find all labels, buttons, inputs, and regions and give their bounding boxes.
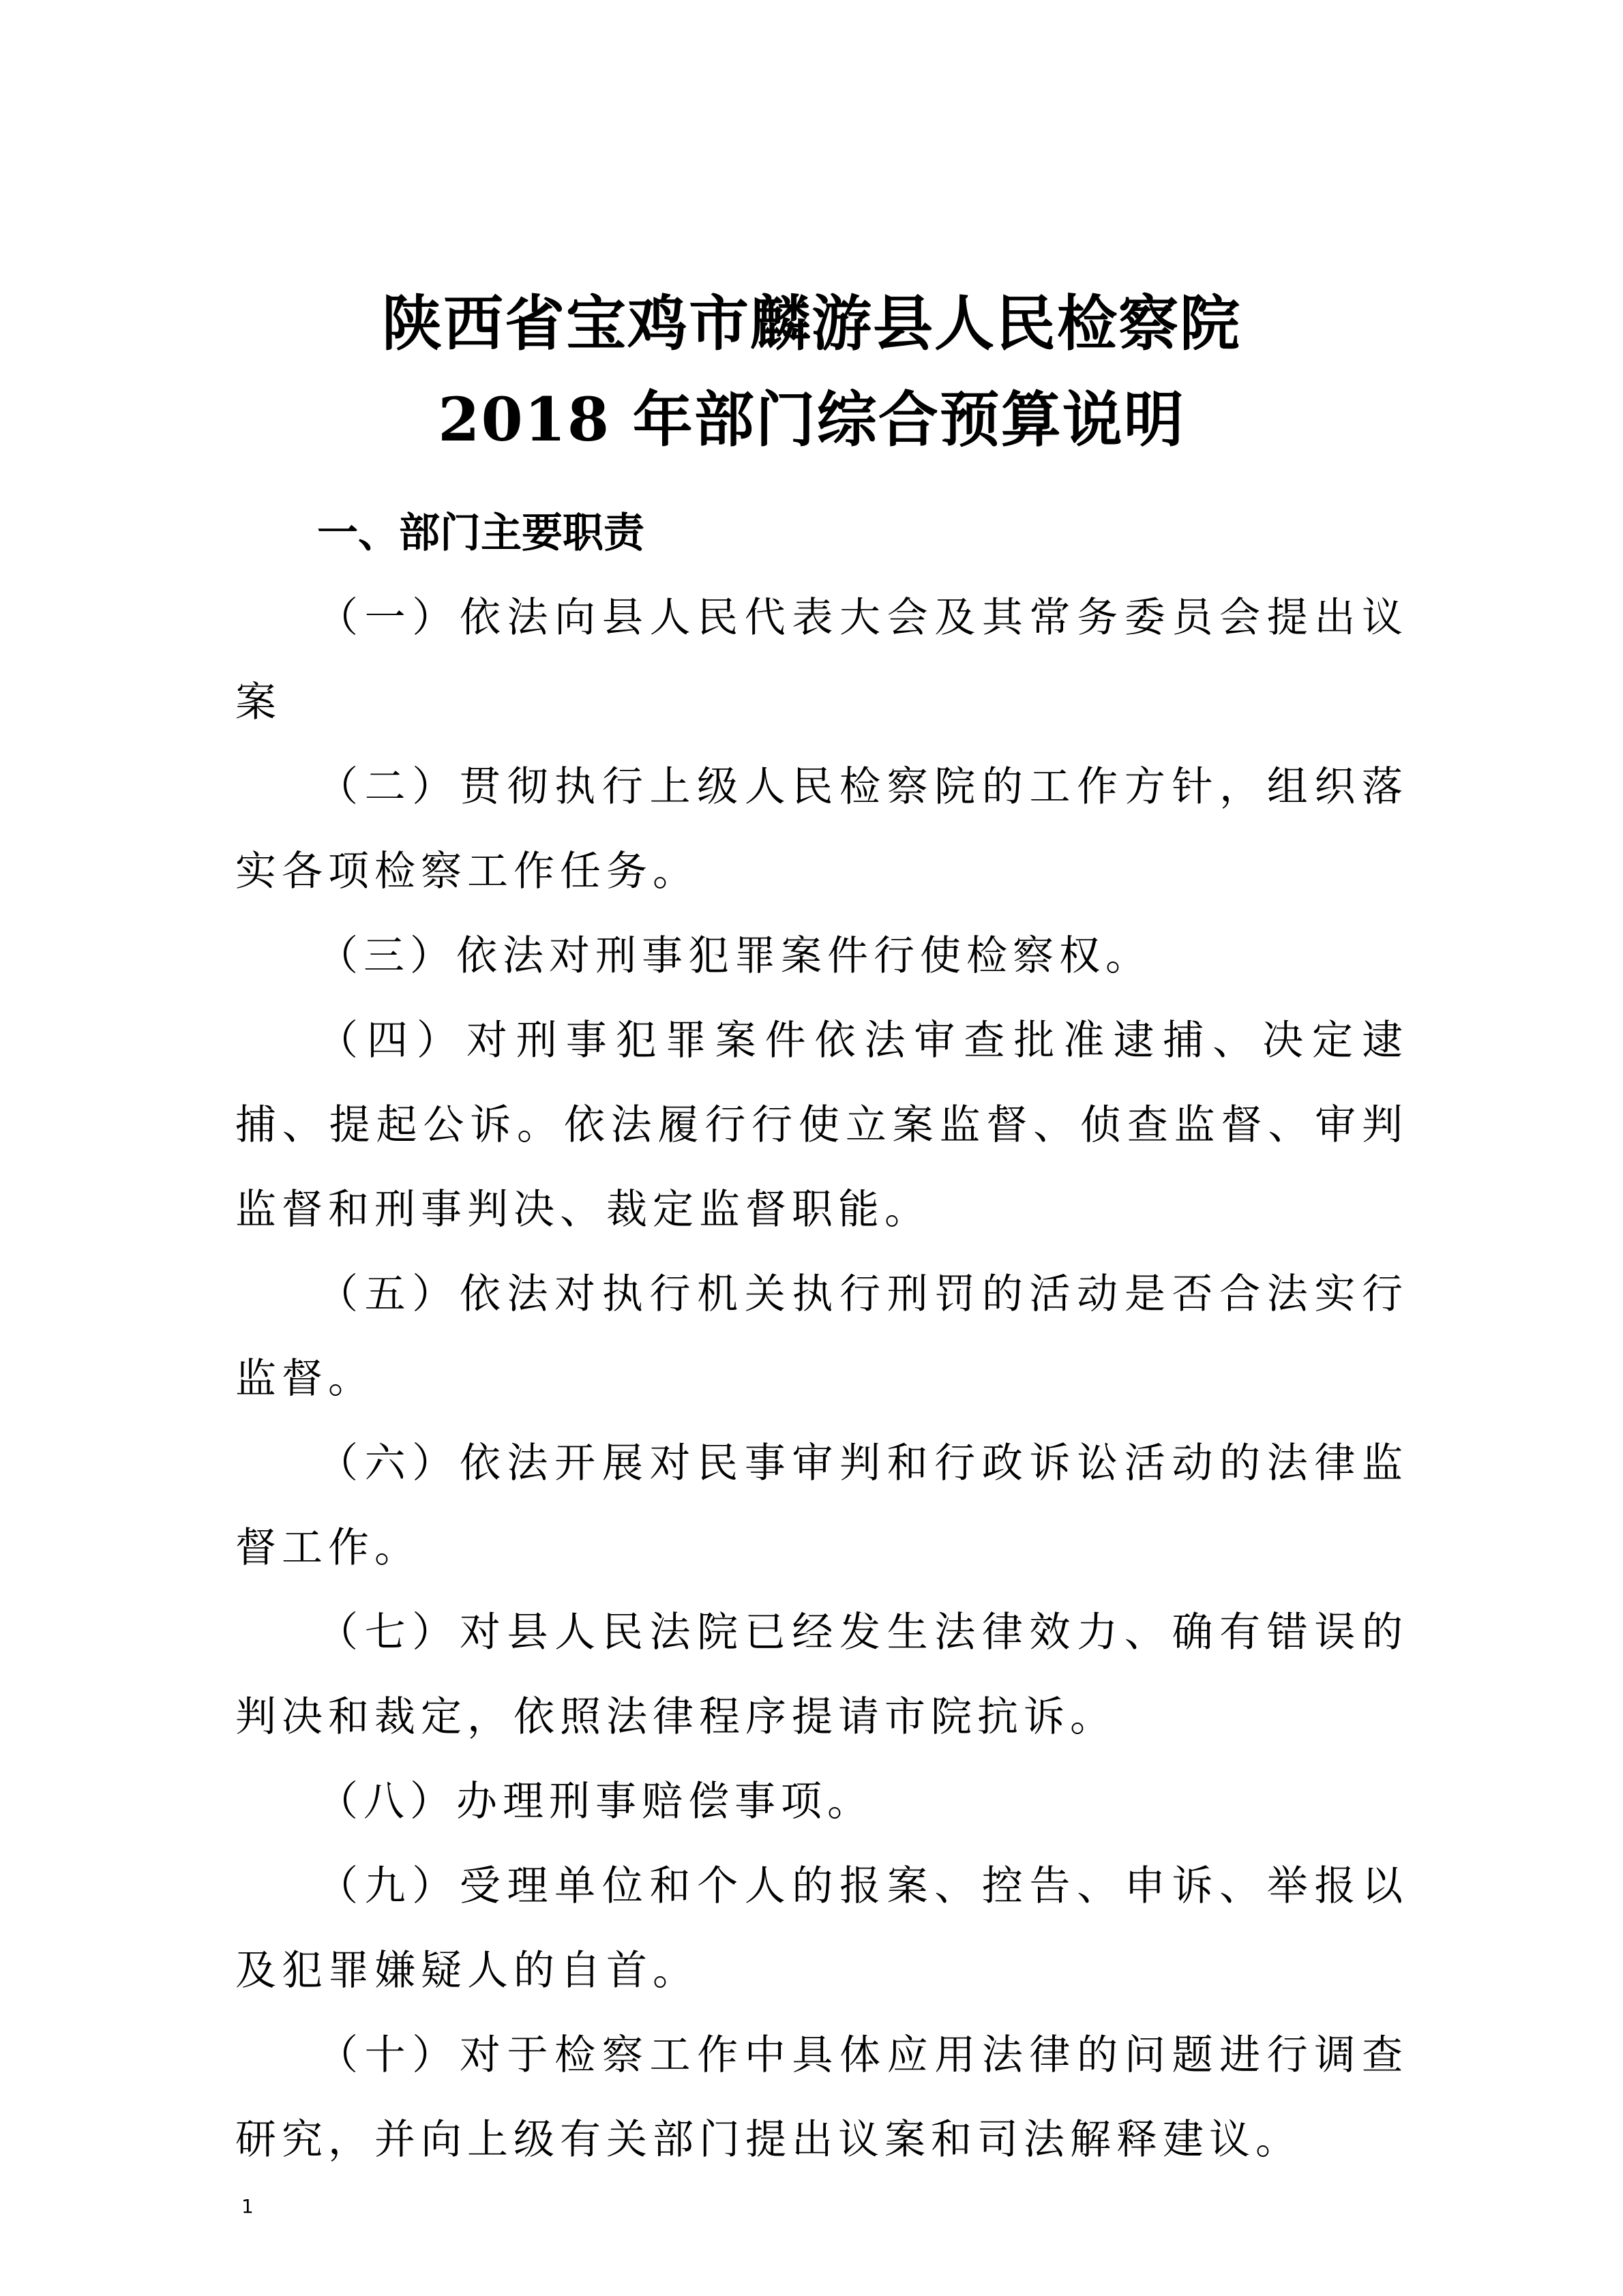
paragraph-2: （二）贯彻执行上级人民检察院的工作方针，组织落实各项检察工作任务。 — [235, 763, 1408, 895]
paragraph-6: （六）依法开展对民事审判和行政诉讼活动的法律监督工作。 — [235, 1440, 1408, 1572]
document-title — [0, 276, 1623, 467]
paragraph-8: （八）办理刑事赔偿事项。 — [317, 1778, 874, 1825]
paragraph-5: （五）依法对执行机关执行刑罚的活动是否合法实行监督。 — [235, 1270, 1408, 1403]
title-line-1: 陕西省宝鸡市麟游县人民检察院 — [381, 288, 1241, 359]
paragraph-9: （九）受理单位和个人的报案、控告、申诉、举报以及犯罪嫌疑人的自首。 — [235, 1862, 1408, 1995]
section-heading: 一、部门主要职责 — [317, 509, 644, 557]
paragraph-10: （十）对于检察工作中具体应用法律的问题进行调查研究，并向上级有关部门提出议案和司法解释建议。 — [235, 2031, 1408, 2164]
document-body — [235, 491, 1408, 2182]
paragraph-7: （七）对县人民法院已经发生法律效力、确有错误的判决和裁定，依照法律程序提请市院抗诉。 — [235, 1609, 1408, 1741]
paragraph-4: （四）对刑事犯罪案件依法审查批准逮捕、决定逮捕、提起公诉。依法履行行使立案监督、侦查监督、审判监督和刑事判决、裁定监督职能。 — [235, 1017, 1408, 1234]
title-line-2: 2018 年部门综合预算说明 — [438, 384, 1185, 455]
page-number: 1 — [241, 2195, 254, 2218]
paragraph-3: （三）依法对刑事犯罪案件行使检察权。 — [317, 932, 1152, 980]
paragraph-1: （一）依法向县人民代表大会及其常务委员会提出议案 — [235, 594, 1408, 726]
